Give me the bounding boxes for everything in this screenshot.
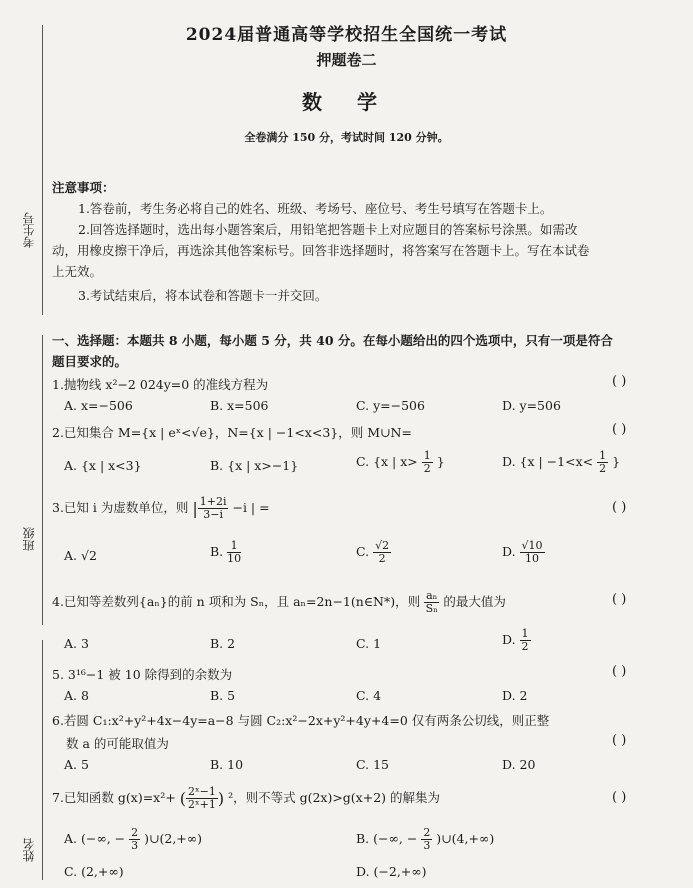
instruction-item-2-line-3: 上无效。 (52, 264, 103, 279)
question-5-option-a[interactable]: A. 8 (64, 688, 89, 703)
name-label: 姓名 (22, 838, 36, 862)
question-2-stem: 2.已知集合 M={x | eˣ<√e}，N={x | −1<x<3}，则 M∪N= (52, 425, 412, 440)
exam-title: 2024届普通高等学校招生全国统一考试 (185, 25, 508, 45)
question-5-option-b[interactable]: B. 5 (210, 688, 236, 703)
binding-line-bottom (42, 640, 43, 880)
question-3-option-a[interactable]: A. √2 (64, 548, 97, 563)
question-2-option-c-text: C. {x | x> (356, 454, 418, 469)
section-heading-line-2: 题目要求的。 (52, 354, 128, 369)
question-1-option-a[interactable]: A. x=−506 (64, 398, 133, 413)
exam-number-label: 考生号 (22, 212, 36, 248)
question-2-option-c-fraction: $\frac{1}{2}$ (423, 449, 431, 475)
question-4-answer-blank[interactable]: ( ) (612, 592, 627, 607)
question-1-option-b[interactable]: B. x=506 (210, 398, 269, 413)
instruction-item-1: 1.答卷前，考生务必将自己的姓名、班级、考场号、座位号、考生号填写在答题卡上。 (78, 201, 553, 216)
question-2-option-a[interactable]: A. {x | x<3} (64, 458, 142, 473)
question-3-stem: 3.已知 i 为虚数单位，则 | $\frac{1+2i}{3-i}$ −i | = (52, 495, 270, 521)
question-7-option-a[interactable]: A. (−∞, − $\frac{2}{3}$ )∪(2,+∞) (64, 826, 203, 852)
question-1-answer-blank[interactable]: ( ) (612, 374, 627, 389)
subject-title: 数 学 (302, 90, 391, 114)
section-heading-line-1: 一、选择题：本题共 8 小题，每小题 5 分，共 40 分。在每小题给出的四个选项中，只有一项是符合 (52, 333, 613, 348)
question-6-option-a[interactable]: A. 5 (64, 757, 89, 772)
question-1-stem: 1.抛物线 x²−2 024y=0 的准线方程为 (52, 377, 269, 392)
question-6-option-c[interactable]: C. 15 (356, 757, 389, 772)
question-7-option-b[interactable]: B. (−∞, − $\frac{2}{3}$ )∪(4,+∞) (356, 826, 495, 852)
question-4-option-b[interactable]: B. 2 (210, 636, 236, 651)
question-6-stem-line-2: 数 a 的可能取值为 (66, 736, 169, 751)
question-2-option-d-text: D. {x | −1<x< (502, 454, 594, 469)
paper-subtitle: 押题卷二 (316, 51, 377, 69)
question-7-option-d[interactable]: D. (−2,+∞) (356, 864, 427, 879)
question-6-answer-blank[interactable]: ( ) (612, 733, 627, 748)
question-2-option-b[interactable]: B. {x | x>−1} (210, 458, 299, 473)
instruction-item-2-line-2: 动，用橡皮擦干净后，再选涂其他答案标号。回答非选择题时，将答案写在答题卡上。写在本试卷 (52, 243, 590, 258)
class-label: 班级 (22, 527, 36, 551)
question-5-stem: 5. 3¹⁶−1 被 10 除得到的余数为 (52, 667, 233, 682)
question-2-option-d-fraction: $\frac{1}{2}$ (599, 449, 607, 475)
question-5-option-c[interactable]: C. 4 (356, 688, 382, 703)
instruction-item-2-line-1: 2.回答选择题时，选出每小题答案后，用铅笔把答题卡上对应题目的答案标号涂黑。如需改 (78, 222, 578, 237)
question-2-answer-blank[interactable]: ( ) (612, 422, 627, 437)
question-5-answer-blank[interactable]: ( ) (612, 664, 627, 679)
question-4-stem: 4.已知等差数列{aₙ}的前 n 项和为 Sₙ，且 aₙ=2n−1(n∈N*)，则 $\frac{\text{aₙ}}{\text{Sₙ}}$ 的最大值为 (52, 589, 506, 615)
question-6-option-b[interactable]: B. 10 (210, 757, 244, 772)
question-4-option-c[interactable]: C. 1 (356, 636, 382, 651)
question-5-option-d[interactable]: D. 2 (502, 688, 528, 703)
question-4-fraction: $\frac{\text{aₙ}}{\text{Sₙ}}$ (425, 589, 438, 615)
question-1-option-c[interactable]: C. y=−506 (356, 398, 425, 413)
question-6-option-d[interactable]: D. 20 (502, 757, 536, 772)
question-1-option-d[interactable]: D. y=506 (502, 398, 561, 413)
question-6-stem-line-1: 6.若圆 C₁:x²+y²+4x−4y=a−8 与圆 C₂:x²−2x+y²+4y+4=0 仅有两条公切线，则正整 (52, 713, 550, 728)
question-7-fraction: $\frac{\text{2ˣ−1}}{\text{2ˣ+1}}$ (187, 785, 216, 811)
instructions-heading: 注意事项： (52, 180, 115, 195)
question-2-option-c[interactable]: C. {x | x> $\frac{1}{2}$ } (356, 449, 445, 475)
binding-line-middle (42, 335, 43, 625)
question-4-option-a[interactable]: A. 3 (64, 636, 89, 651)
instruction-item-3: 3.考试结束后，将本试卷和答题卡一并交回。 (78, 288, 328, 303)
question-3-option-d[interactable]: D. $\frac{√10}{10}$ (502, 539, 543, 565)
question-2-option-d[interactable]: D. {x | −1<x< $\frac{1}{2}$ } (502, 449, 621, 475)
question-7-answer-blank[interactable]: ( ) (612, 790, 627, 805)
exam-duration-note: 全卷满分 150 分，考试时间 120 分钟。 (244, 131, 449, 144)
question-7-stem: 7.已知函数 g(x)=x²+ ( $\frac{\text{2ˣ−1}}{\text{2ˣ+1}}$ ) ²，则不等式 g(2x)>g(x+2) 的解集为 (52, 785, 440, 811)
question-3-option-b[interactable]: B. $\frac{1}{10}$ (210, 539, 242, 565)
question-7-option-c[interactable]: C. (2,+∞) (64, 864, 124, 879)
question-3-fraction: $\frac{1+2i}{3-i}$ (199, 495, 227, 521)
question-4-option-d[interactable]: D. $\frac{1}{2}$ (502, 627, 529, 653)
question-3-option-c[interactable]: C. $\frac{√2}{2}$ (356, 539, 390, 565)
question-3-answer-blank[interactable]: ( ) (612, 500, 627, 515)
